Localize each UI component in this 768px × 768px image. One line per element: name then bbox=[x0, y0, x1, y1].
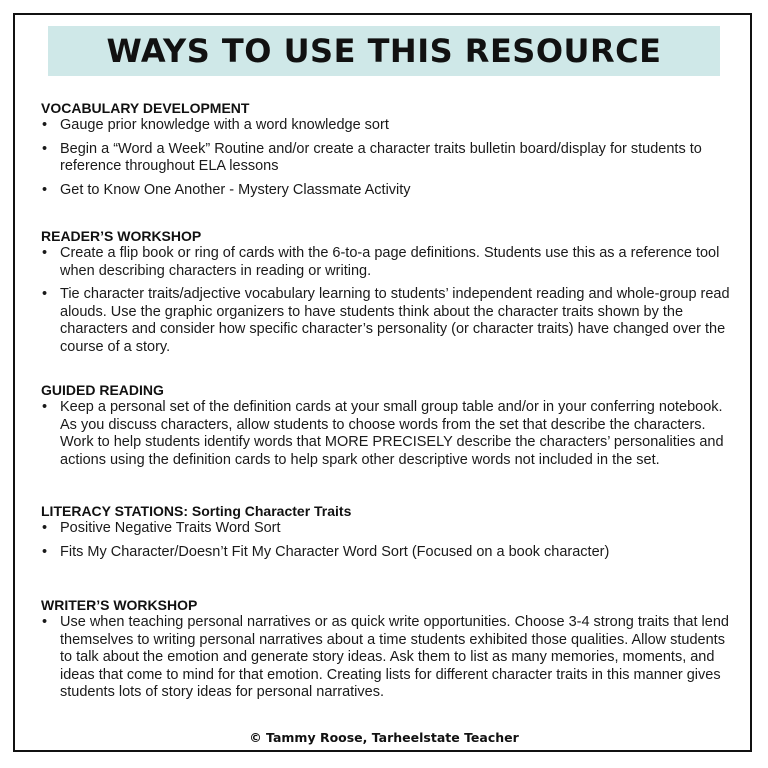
bullet-list bbox=[41, 117, 731, 199]
section-readers-workshop bbox=[41, 228, 731, 362]
list-item: • Tie character traits/adjective vocabulary learning to students’ independent reading and whole-group read alouds. Use the graphic organizers to have students think about the character traits shown by the characters and consider how specific character’s personality (or character traits) have changed over the course of a story. bbox=[41, 286, 731, 356]
list-item: • Get to Know One Another - Mystery Classmate Activity bbox=[41, 182, 731, 200]
list-item: • Fits My Character/Doesn’t Fit My Character Word Sort (Focused on a book character) bbox=[41, 544, 731, 562]
list-item: • Use when teaching personal narratives or as quick write opportunities. Choose 3-4 strong traits that lend themselves to writing personal narratives about a time students exhibited those qualities. Allow students to talk about the emotion and generate story ideas. Ask them to list as many memories, moments, and ideas that come to mind for that emotion. Creating lists for different character traits in this manner gives students lots of story ideas for personal narratives. bbox=[41, 614, 731, 702]
section-heading: GUIDED READING bbox=[41, 382, 164, 398]
title-banner bbox=[48, 26, 720, 76]
bullet-list bbox=[41, 614, 731, 702]
section-heading: LITERACY STATIONS: Sorting Character Traits bbox=[41, 503, 352, 519]
list-item: • Positive Negative Traits Word Sort bbox=[41, 520, 731, 538]
section-heading: VOCABULARY DEVELOPMENT bbox=[41, 100, 250, 116]
list-item: • Create a flip book or ring of cards with the 6-to-a page definitions. Students use this as a reference tool when describing characters in reading or writing. bbox=[41, 245, 731, 280]
bullet-list bbox=[41, 245, 731, 356]
bullet-list bbox=[41, 520, 731, 561]
bullet-list bbox=[41, 399, 731, 469]
list-item: • Begin a “Word a Week” Routine and/or create a character traits bulletin board/display for students to reference throughout ELA lessons bbox=[41, 141, 731, 176]
list-item: • Keep a personal set of the definition cards at your small group table and/or in your conferring notebook. As you discuss characters, allow students to choose words from the set that describe the characters. Work to help students identify words that MORE PRECISELY describe the characters’ personalities and actions using the definition cards to help spark other descriptive words not included in the set. bbox=[41, 399, 731, 469]
page-title: WAYS TO USE THIS RESOURCE bbox=[106, 32, 662, 70]
section-writers-workshop bbox=[41, 597, 731, 708]
section-guided-reading bbox=[41, 382, 731, 475]
section-vocabulary-development bbox=[41, 100, 731, 205]
section-heading: READER’S WORKSHOP bbox=[41, 228, 202, 244]
section-heading: WRITER’S WORKSHOP bbox=[41, 597, 198, 613]
list-item: • Gauge prior knowledge with a word knowledge sort bbox=[41, 117, 731, 135]
section-literacy-stations bbox=[41, 503, 731, 567]
copyright-footer: © Tammy Roose, Tarheelstate Teacher bbox=[249, 730, 519, 745]
